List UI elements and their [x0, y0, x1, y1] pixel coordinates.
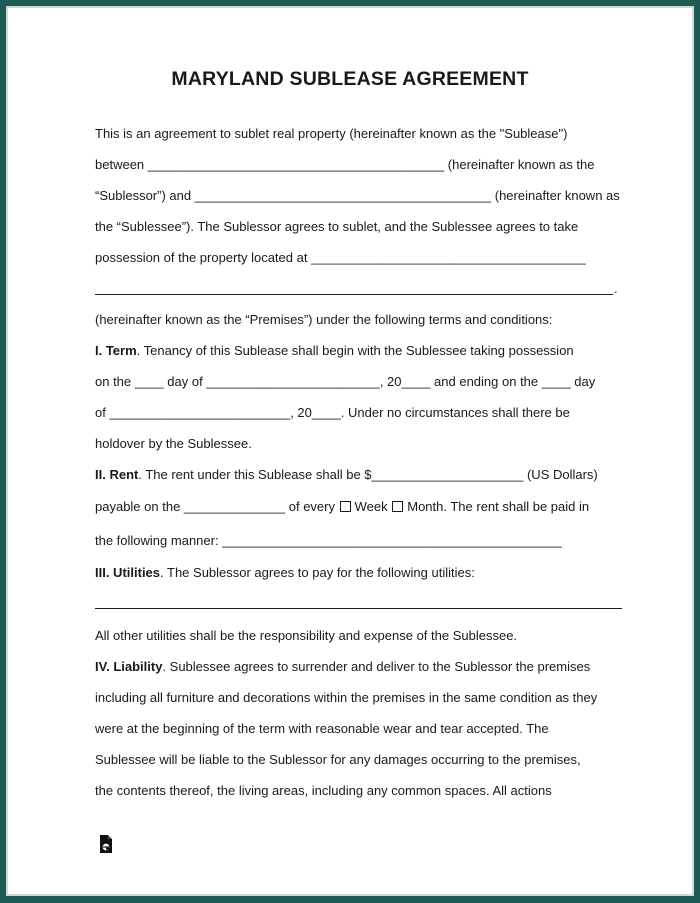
week-label: Week [354, 499, 388, 514]
section-utilities-heading: III. Utilities [95, 565, 161, 580]
document-title: MARYLAND SUBLEASE AGREEMENT [171, 68, 529, 90]
section-liability-text: . Sublessee agrees to surrender and deliver to the Sublessor the premises [162, 659, 591, 674]
section-liability-line [95, 659, 590, 675]
paragraph-line-4: the “Sublessee”). The Sublessor agrees to sublet, and the Sublessee agrees to take [95, 219, 579, 234]
premises-address-blank [95, 294, 613, 295]
paragraph-line-2: between _________________________________________ (hereinafter known as the [95, 157, 595, 172]
paragraph-line-3: “Sublessor”) and _________________________________________ (hereinafter known as [95, 188, 620, 203]
section-term-text: . Tenancy of this Sublease shall begin with the Sublessee taking possession [136, 343, 574, 358]
term-dates-line-2: of _________________________, 20____. Under no circumstances shall there be [95, 405, 570, 420]
rent-frequency-line [95, 499, 589, 515]
paragraph-line-1: This is an agreement to sublet real property (hereinafter known as the "Sublease") [95, 126, 568, 141]
other-utilities-line: All other utilities shall be the responsibility and expense of the Sublessee. [95, 628, 518, 643]
month-label: Month. The rent shall be paid in [407, 499, 590, 514]
liability-line-2: including all furniture and decorations within the premises in the same condition as they [95, 690, 598, 705]
section-liability-heading: IV. Liability [95, 659, 163, 674]
liability-line-3: were at the beginning of the term with reasonable wear and tear accepted. The [95, 721, 549, 736]
section-rent-heading: II. Rent [95, 467, 139, 482]
rent-payable-text: payable on the ______________ of every [95, 499, 335, 514]
section-rent-text: . The rent under this Sublease shall be $_____________________ (US Dollars) [138, 467, 598, 482]
week-checkbox[interactable] [340, 501, 351, 512]
paragraph-line-7: (hereinafter known as the “Premises”) under the following terms and conditions: [95, 312, 553, 327]
liability-line-4: Sublessee will be liable to the Sublessor for any damages occurring to the premises, [95, 752, 581, 767]
rent-manner-line: the following manner: _______________________________________________ [95, 533, 562, 548]
section-term-heading: I. Term [95, 343, 137, 358]
term-dates-line-1: on the ____ day of ________________________, 20____ and ending on the ____ day [95, 374, 596, 389]
address-line-period: . [614, 281, 618, 296]
e-document-logo-icon [98, 834, 114, 854]
document-page [6, 6, 694, 896]
holdover-line: holdover by the Sublessee. [95, 436, 252, 451]
utilities-blank [95, 608, 622, 609]
section-rent-line [95, 467, 598, 483]
section-utilities-line [95, 565, 475, 581]
section-term-line [95, 343, 574, 359]
month-checkbox[interactable] [392, 501, 403, 512]
liability-line-5: the contents thereof, the living areas, including any common spaces. All actions [95, 783, 552, 798]
paragraph-line-5: possession of the property located at ______________________________________ [95, 250, 586, 265]
section-utilities-text: . The Sublessor agrees to pay for the following utilities: [160, 565, 475, 580]
